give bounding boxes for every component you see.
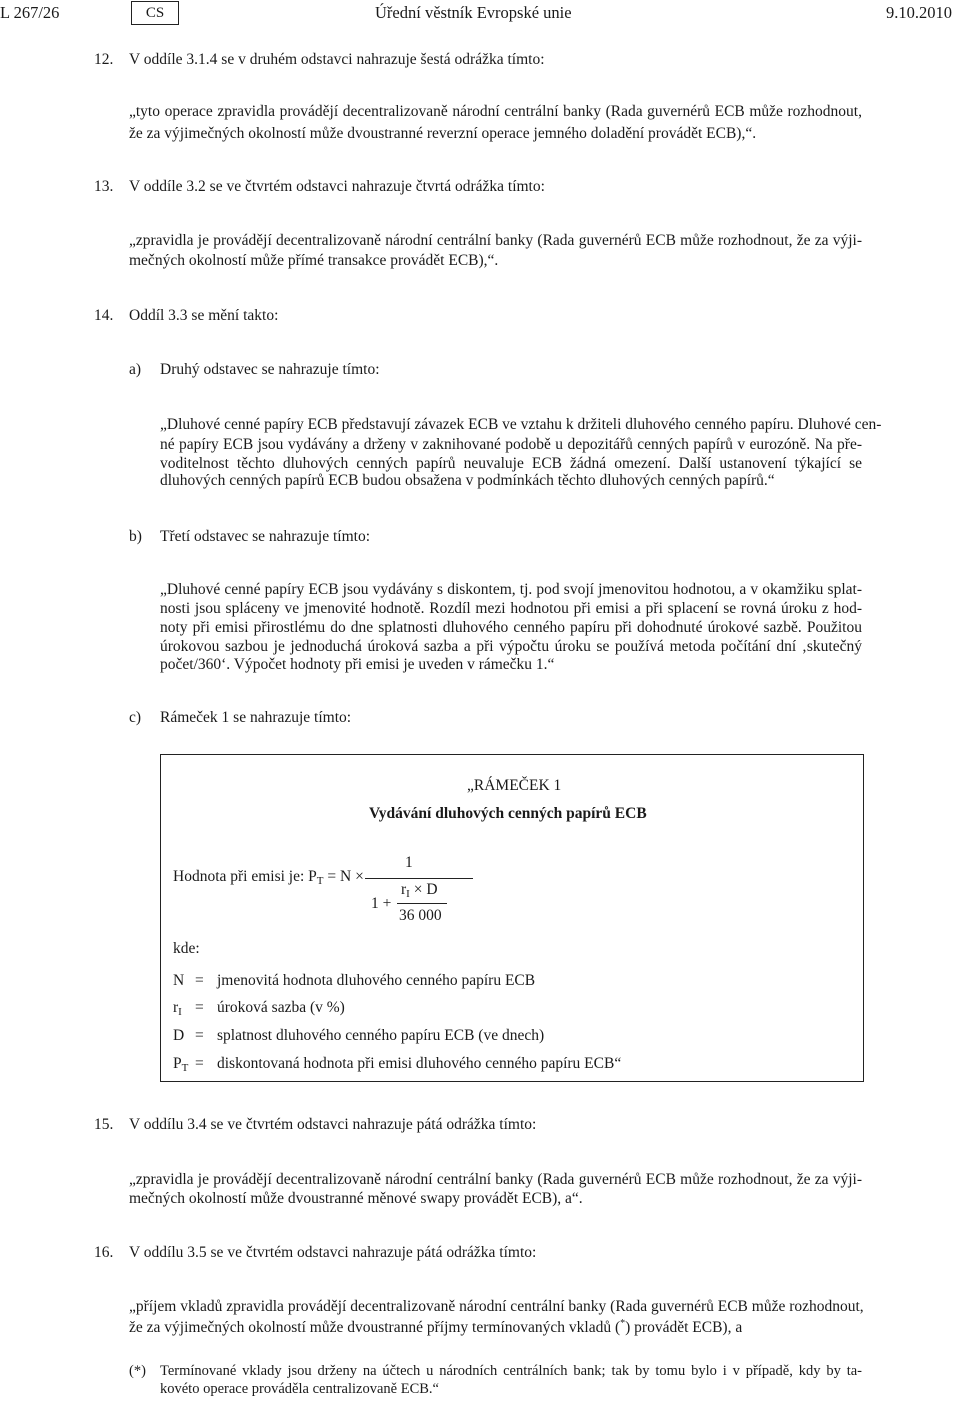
- quoted-text-line: noty při emisi přirostlému do dne splatnosti dluhového cenného papíru při dohodnuté úrokové sazbě. Použitou: [160, 619, 862, 636]
- item-number: 15.: [94, 1116, 114, 1133]
- quoted-text-line: „příjem vkladů zpravidla provádějí decentralizovaně národní centrální banky (Rada guvernérů ECB může rozhodnout,: [129, 1298, 864, 1315]
- footnote-mark: (*): [129, 1363, 146, 1379]
- item-number: 13.: [94, 178, 114, 195]
- sub-item-label: c): [129, 709, 142, 726]
- quoted-text-line: dluhových cenných papírů ECB budou obsažena v podmínkách těchto dluhových cenných papírů.“: [160, 472, 775, 489]
- language-badge: CS: [131, 1, 179, 25]
- def-text: diskontovaná hodnota při emisi dluhového cenného papíru ECB“: [217, 1055, 622, 1072]
- box-heading: „RÁMEČEK 1: [467, 777, 562, 794]
- quoted-text-line: „Dluhové cenné papíry ECB představují závazek ECB ve vztahu k držiteli dluhového cenného papíru. Dluhové cen-: [160, 416, 882, 433]
- formula-inner-denominator: 36 000: [399, 907, 442, 924]
- def-symbol: D: [173, 1027, 185, 1044]
- def-equals: =: [195, 972, 204, 989]
- formula-label: Hodnota při emisi je: $P_T = N$ ×: [173, 868, 364, 887]
- item-intro: Oddíl 3.3 se mění takto:: [129, 307, 279, 324]
- quoted-text-line: né papíry ECB jsou vydávány a drženy v zaknihované podobě u depozitářů cenných papírů v eurozóně. Na pře-: [160, 436, 862, 453]
- formula-numerator: 1: [405, 854, 413, 871]
- def-symbol: $r_I$: [173, 999, 182, 1018]
- def-equals: =: [195, 1055, 204, 1072]
- item-number: 16.: [94, 1244, 114, 1261]
- def-symbol: $P_T$: [173, 1055, 189, 1074]
- sub-item-intro: Třetí odstavec se nahrazuje tímto:: [160, 528, 371, 545]
- quoted-text-line: že za výjimečných okolností může dvoustranné příjmy termínovaných vkladů (*) provádět ECB), a: [129, 1318, 743, 1337]
- inner-fraction-bar: [397, 903, 447, 904]
- quoted-text-line: voditelnost těchto dluhových cenných papírů neuvaluje ECB žádná omezení. Další ustanovení týkající se: [160, 455, 862, 472]
- def-equals: =: [195, 1027, 204, 1044]
- def-equals: =: [195, 999, 204, 1016]
- def-symbol: N: [173, 972, 185, 989]
- publication-date: 9.10.2010: [886, 3, 952, 22]
- sub-item-intro: Druhý odstavec se nahrazuje tímto:: [160, 361, 380, 378]
- fraction-bar: [365, 878, 473, 879]
- quoted-text-line: „tyto operace zpravidla provádějí decentralizovaně národní centrální banky (Rada guvernérů ECB může rozhodnout,: [129, 103, 862, 120]
- item-intro: V oddílu 3.4 se ve čtvrtém odstavci nahrazuje pátá odrážka tímto:: [129, 1116, 537, 1133]
- def-text: úroková sazba (v %): [217, 999, 345, 1016]
- item-intro: V oddíle 3.1.4 se v druhém odstavci nahrazuje šestá odrážka tímto:: [129, 51, 545, 68]
- item-intro: V oddílu 3.5 se ve čtvrtém odstavci nahrazuje pátá odrážka tímto:: [129, 1244, 537, 1261]
- formula-one-plus: 1 +: [371, 895, 392, 912]
- item-number: 14.: [94, 307, 114, 324]
- quoted-text-line: „Dluhové cenné papíry ECB jsou vydávány s diskontem, tj. pod svojí jmenovitou hodnotou, a v okamžiku splat-: [160, 581, 862, 598]
- box-subheading: Vydávání dluhových cenných papírů ECB: [369, 805, 647, 822]
- footnote-ref[interactable]: *: [620, 1318, 626, 1329]
- where-label: kde:: [173, 940, 200, 957]
- page-reference: L 267/26: [0, 3, 60, 22]
- sub-item-intro: Rámeček 1 se nahrazuje tímto:: [160, 709, 352, 726]
- item-intro: V oddíle 3.2 se ve čtvrtém odstavci nahrazuje čtvrtá odrážka tímto:: [129, 178, 545, 195]
- quoted-text-line: počet/360‘. Výpočet hodnoty při emisi je uveden v rámečku 1.“: [160, 656, 555, 673]
- quoted-text-line: „zpravidla je provádějí decentralizovaně národní centrální banky (Rada guvernérů ECB může rozhodnout, že za výji-: [129, 1171, 862, 1188]
- quoted-text-line: úrokovou sazbou je jednoduchá úroková sazba a při výpočtu úroku se používá metoda počítání dní ‚skutečný: [160, 638, 862, 655]
- def-text: jmenovitá hodnota dluhového cenného papíru ECB: [217, 972, 536, 989]
- quoted-text-line: že za výjimečných okolností může dvoustranné reverzní operace jemného doladění provádět ECB),“.: [129, 125, 757, 142]
- box-frame: [160, 754, 864, 1082]
- footnote-text: Termínované vklady jsou drženy na účtech u národních centrálních bank; tak by tomu bylo i v případě, kdy by ta-: [160, 1363, 862, 1379]
- item-number: 12.: [94, 51, 114, 68]
- journal-title: Úřední věstník Evropské unie: [375, 3, 572, 22]
- def-text: splatnost dluhového cenného papíru ECB (ve dnech): [217, 1027, 545, 1044]
- quoted-text-line: „zpravidla je provádějí decentralizovaně národní centrální banky (Rada guvernérů ECB může rozhodnout, že za výji-: [129, 232, 862, 249]
- formula-inner-numerator: $r_I \times D$: [401, 881, 438, 900]
- sub-item-label: b): [129, 528, 142, 545]
- sub-item-label: a): [129, 361, 142, 378]
- quoted-text-line: mečných okolností může dvoustranné měnové swapy provádět ECB), a“.: [129, 1190, 583, 1207]
- quoted-text-line: nosti jsou spláceny ve jmenovité hodnotě. Rozdíl mezi hodnotou při emisi a při splacení se rovná úroku z hod-: [160, 600, 862, 617]
- footnote-text: kovéto operace prováděla centralizovaně ECB.“: [160, 1381, 439, 1397]
- quoted-text-line: mečných okolností může přímé transakce provádět ECB),“.: [129, 252, 499, 269]
